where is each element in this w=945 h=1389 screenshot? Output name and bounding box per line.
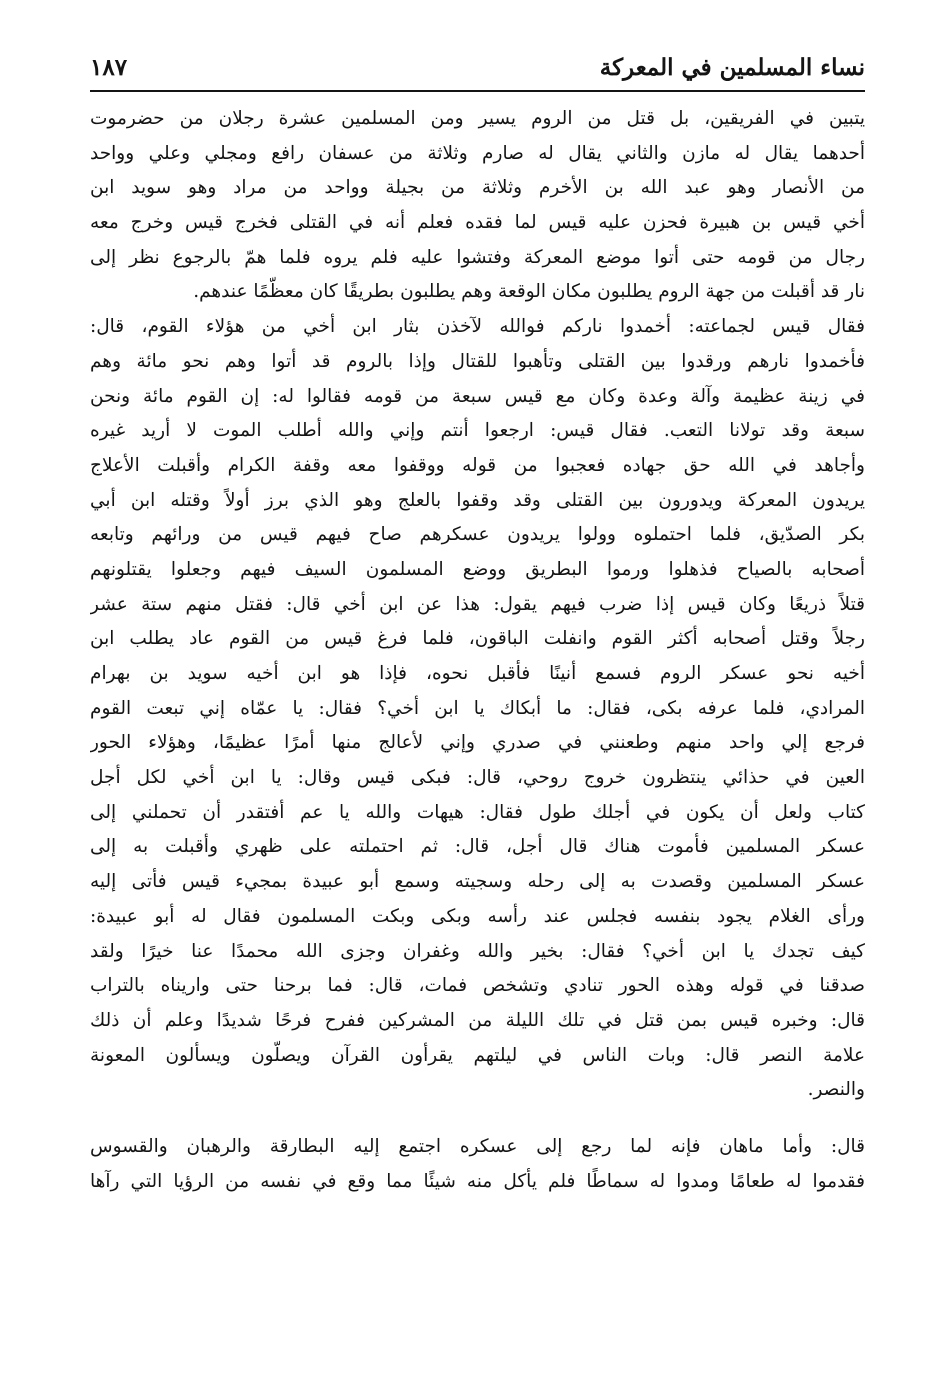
header-divider <box>90 90 865 92</box>
text-line: عسكر المسلمين فأموت هناك قال أجل، قال: ثم احتملته على ظهري وأقبلت به إلى <box>90 836 865 858</box>
text-line: فرجع إلي واحد منهم وطعنني في صدري وإني لأعالج منها أمرًا عظيمًا، وهؤلاء الحور <box>90 732 865 754</box>
text-line: أخيه نحو عسكر الروم فسمع أنينًا فأقبل نحوه، فإذا هو ابن أخيه سويد بن بهرام <box>90 663 865 684</box>
text-line: رجال من قومه حتى أتوا موضع المعركة وفتشوا عليه فلم يروه فلما همّ بالرجوع نظر إلى <box>90 246 865 268</box>
page-number: ١٨٧ <box>90 54 128 81</box>
text-line: رجلاً وقتل أصحابه أكثر القوم وانفلت الباقون، فلما فرغ قيس من القوم عاد يطلب ابن <box>90 628 865 650</box>
text-line: علامة النصر قال: وبات الناس في ليلتهم يقرأون القرآن ويصلّون ويسألون المعونة <box>90 1044 865 1066</box>
paragraph-2 <box>90 310 865 1108</box>
text-line: في زينة عظيمة وآلة وعدة وكان مع قيس سبعة من قومه فقالوا له: إن القوم مائة ونحن <box>90 385 865 407</box>
text-line: والنصر. <box>807 1079 865 1101</box>
paragraph-3 <box>90 1130 865 1199</box>
text-line: بكر الصدّيق، فلما احتملوه وولوا يريدون عسكرهم صاح فيهم قيس من ورائهم وتابعه <box>90 524 865 546</box>
text-line: يتبين في الفريقين، بل قتل من الروم يسير ومن المسلمين عشرة رجلان من حضرموت <box>90 108 865 129</box>
text-line: فأخمدوا نارهم ورقدوا بين القتلى وتأهبوا للقتال وإذا بالروم قد أتوا وهم نحو مائة وهم <box>90 350 865 372</box>
text-line: صدقنا في قوله وهذه الحور تنادي وتشخص فمات، قال: فما برحنا حتى واريناه بالتراب <box>90 975 865 997</box>
body-text <box>90 102 865 1199</box>
text-line: المرادي، فلما عرفه بكى، فقال: ما أبكاك يا ابن أخي؟ فقال: يا عمّاه إني تبعت القوم <box>90 697 865 719</box>
text-line: ورأى الغلام يجود بنفسه فجلس عند رأسه وبكى وبكت المسلمون فقال له أبو عبيدة: <box>90 905 865 927</box>
text-line: العين في حذائي ينتظرون خروج روحي، قال: فبكى قيس وقال: يا ابن أخي لكل أجل <box>90 767 865 789</box>
paragraph-1 <box>90 102 865 310</box>
text-line: أخي قيس بن هبيرة فحزن عليه قيس لما فقده فعلم أنه في القتلى فخرج قيس وخرج معه <box>90 212 865 234</box>
running-header <box>90 50 865 90</box>
text-line: من الأنصار وهو عبد الله بن الأخرم وثلاثة من بجيلة وواحد من مراد وهو سويد ابن <box>90 177 865 199</box>
text-line: عسكر المسلمين وقصدت به إلى رحله وسجيته وسمع أبو عبيدة بمجيء قيس فأتى إليه <box>90 871 865 893</box>
text-line: وأجاهد في الله حق جهاده فعجبوا من قوله ووقفوا معه وقفة الكرام وأقبلت الأعلاج <box>90 454 865 476</box>
text-line: أصحابه بالصياح فذهلوا ورموا البطريق ووضع المسلمون السيف فيهم وجعلوا يقتلونهم <box>90 558 865 580</box>
text-line: كتاب ولعل أن يكون في أجلك طول فقال: هيهات والله يا عم أفتقدر أن تحملني إلى <box>90 801 865 823</box>
text-line: قتلاً ذريعًا وكان قيس إذا ضرب فيهم يقول: هذا عن ابن أخي قال: فقتل منهم ستة عشر <box>90 593 865 615</box>
text-line: سبعة وقد تولانا التعب. فقال قيس: ارجعوا أنتم وإني والله أطلب الموت لا أريد غيره <box>90 420 865 442</box>
text-line: فقدموا له طعامًا ومدوا له سماطًا فلم يأكل منه شيئًا مما وقع في نفسه من الرؤيا التي رآها <box>90 1170 865 1192</box>
text-line: نار قد أقبلت من جهة الروم يطلبون مكان الوقعة وهم يطلبون بطريقًا كان معظّمًا عندهم. <box>193 281 865 303</box>
text-line: يريدون المعركة ويدورون بين القتلى وقد وقفوا بالعلج وهو الذي برز أولاً وقتله ابن أبي <box>90 489 865 511</box>
text-line: كيف تجدك يا ابن أخي؟ فقال: بخير والله وغفران وجزى الله محمدًا عنا خيرًا ولقد <box>90 940 865 962</box>
text-line: قال: وخبره قيس بمن قتل في تلك الليلة من المشركين ففرح فرحًا شديدًا وعلم أن ذلك <box>90 1009 865 1031</box>
text-line: فقال قيس لجماعته: أخمدوا ناركم فوالله لآخذن بثار ابن أخي من هؤلاء القوم، قال: <box>90 316 865 338</box>
paragraph-spacer <box>90 1108 865 1130</box>
text-line: أحدهما يقال له مازن والثاني يقال له صارم وثلاثة من عسفان رافع ومجلي وعلي وواحد <box>90 142 865 164</box>
chapter-title: نساء المسلمين في المعركة <box>599 54 865 81</box>
text-line: قال: وأما ماهان فإنه لما رجع إلى عسكره اجتمع إليه البطارقة والرهبان والقسوس <box>90 1135 865 1157</box>
